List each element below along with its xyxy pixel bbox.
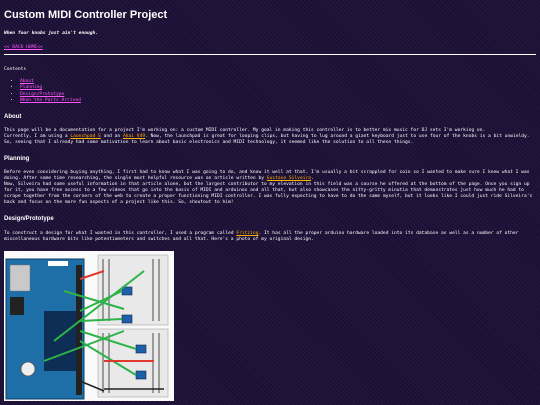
design-text-a: To construct a design for what I wanted in this controller, I used a program called bbox=[4, 231, 237, 236]
toc-item bbox=[20, 92, 81, 98]
about-text-a: Currently, I am using a bbox=[4, 133, 71, 139]
about-text-c: . Now, the launchpad is great for looping clips, but having to lug around a giant keyboard just to use four of the knobs is a bit unwieldy. So, seeing that I already had some motivation to learn about basic electronics and MIDI technology, it seemed like the solution to all these things. bbox=[4, 133, 530, 145]
planning-heading: Planning bbox=[4, 156, 30, 162]
toc-link-planning[interactable]: Planning bbox=[20, 85, 43, 91]
table-of-contents bbox=[4, 79, 81, 105]
fritzing-link[interactable]: Fritzing bbox=[236, 231, 259, 236]
planning-paragraph bbox=[4, 170, 534, 206]
silveira-link[interactable]: Gustavo Silveira bbox=[266, 175, 312, 181]
toc-link-about[interactable]: About bbox=[20, 79, 34, 84]
contents-label: Contents bbox=[4, 67, 27, 72]
design-paragraph bbox=[4, 231, 534, 243]
fritzing-diagram bbox=[4, 251, 174, 401]
about-line1: This page will be a documentation for a project I'm working on: a custom MIDI controller. My goal in making this controller is to better mix music for DJ sets I'm working on. bbox=[4, 128, 486, 133]
about-paragraph bbox=[4, 128, 534, 146]
toc-item bbox=[20, 98, 81, 104]
akai-link[interactable]: Akai V49 bbox=[122, 133, 146, 139]
design-photo bbox=[4, 251, 174, 401]
planning-text-b: . bbox=[311, 175, 314, 181]
about-heading: About bbox=[4, 114, 22, 120]
toc-link-design[interactable]: Design/Prototype bbox=[20, 91, 65, 97]
toc-item bbox=[20, 85, 81, 91]
tagline: When four knobs just ain't enough. bbox=[4, 31, 99, 36]
launchpad-link[interactable]: Launchpad S bbox=[70, 133, 101, 139]
design-heading: Design/Prototype bbox=[4, 216, 54, 222]
planning-text-a: Before even considering buying anything, I first had to know what I was going to do, and know it well at that. I'm usually a bit scrappled for coin so I wanted to make sure I knew what I was doing. After some time researching, the single most helpful resource was an article written by bbox=[4, 170, 530, 181]
planning-line2: Now, Silveira had some useful information in that article alone, but the largest contributor to my elevation in this field was a course he offered at the bottom of the page. Once you sign up for it, you have free access to a few videos that go into the basis of MIDI and arduinos and all that, but also showcases the nitty-gritty minutia that demonstrates just how much he had to scrape together from the corners of the web to create a proper functioning MIDI controller. I was fully expecting to have to do the same myself, but it looks like I could just ride Silveira's back and focus on the more fun aspects of a project like this. So, shoutout to him! bbox=[4, 181, 533, 205]
divider bbox=[4, 54, 536, 55]
toc-link-parts[interactable]: When the Parts Arrived bbox=[20, 98, 81, 104]
about-text-b: and an bbox=[100, 133, 123, 139]
back-home-link[interactable]: << BACK HOME<< bbox=[4, 45, 43, 50]
design-text-b: . It has all the proper arduino hardware loaded into its database as well as a number of other miscellaneous hardware bits like potentiometers and switches and all that. Here's a photo of my original design. bbox=[4, 231, 519, 242]
page-title: Custom MIDI Controller Project bbox=[4, 9, 168, 21]
